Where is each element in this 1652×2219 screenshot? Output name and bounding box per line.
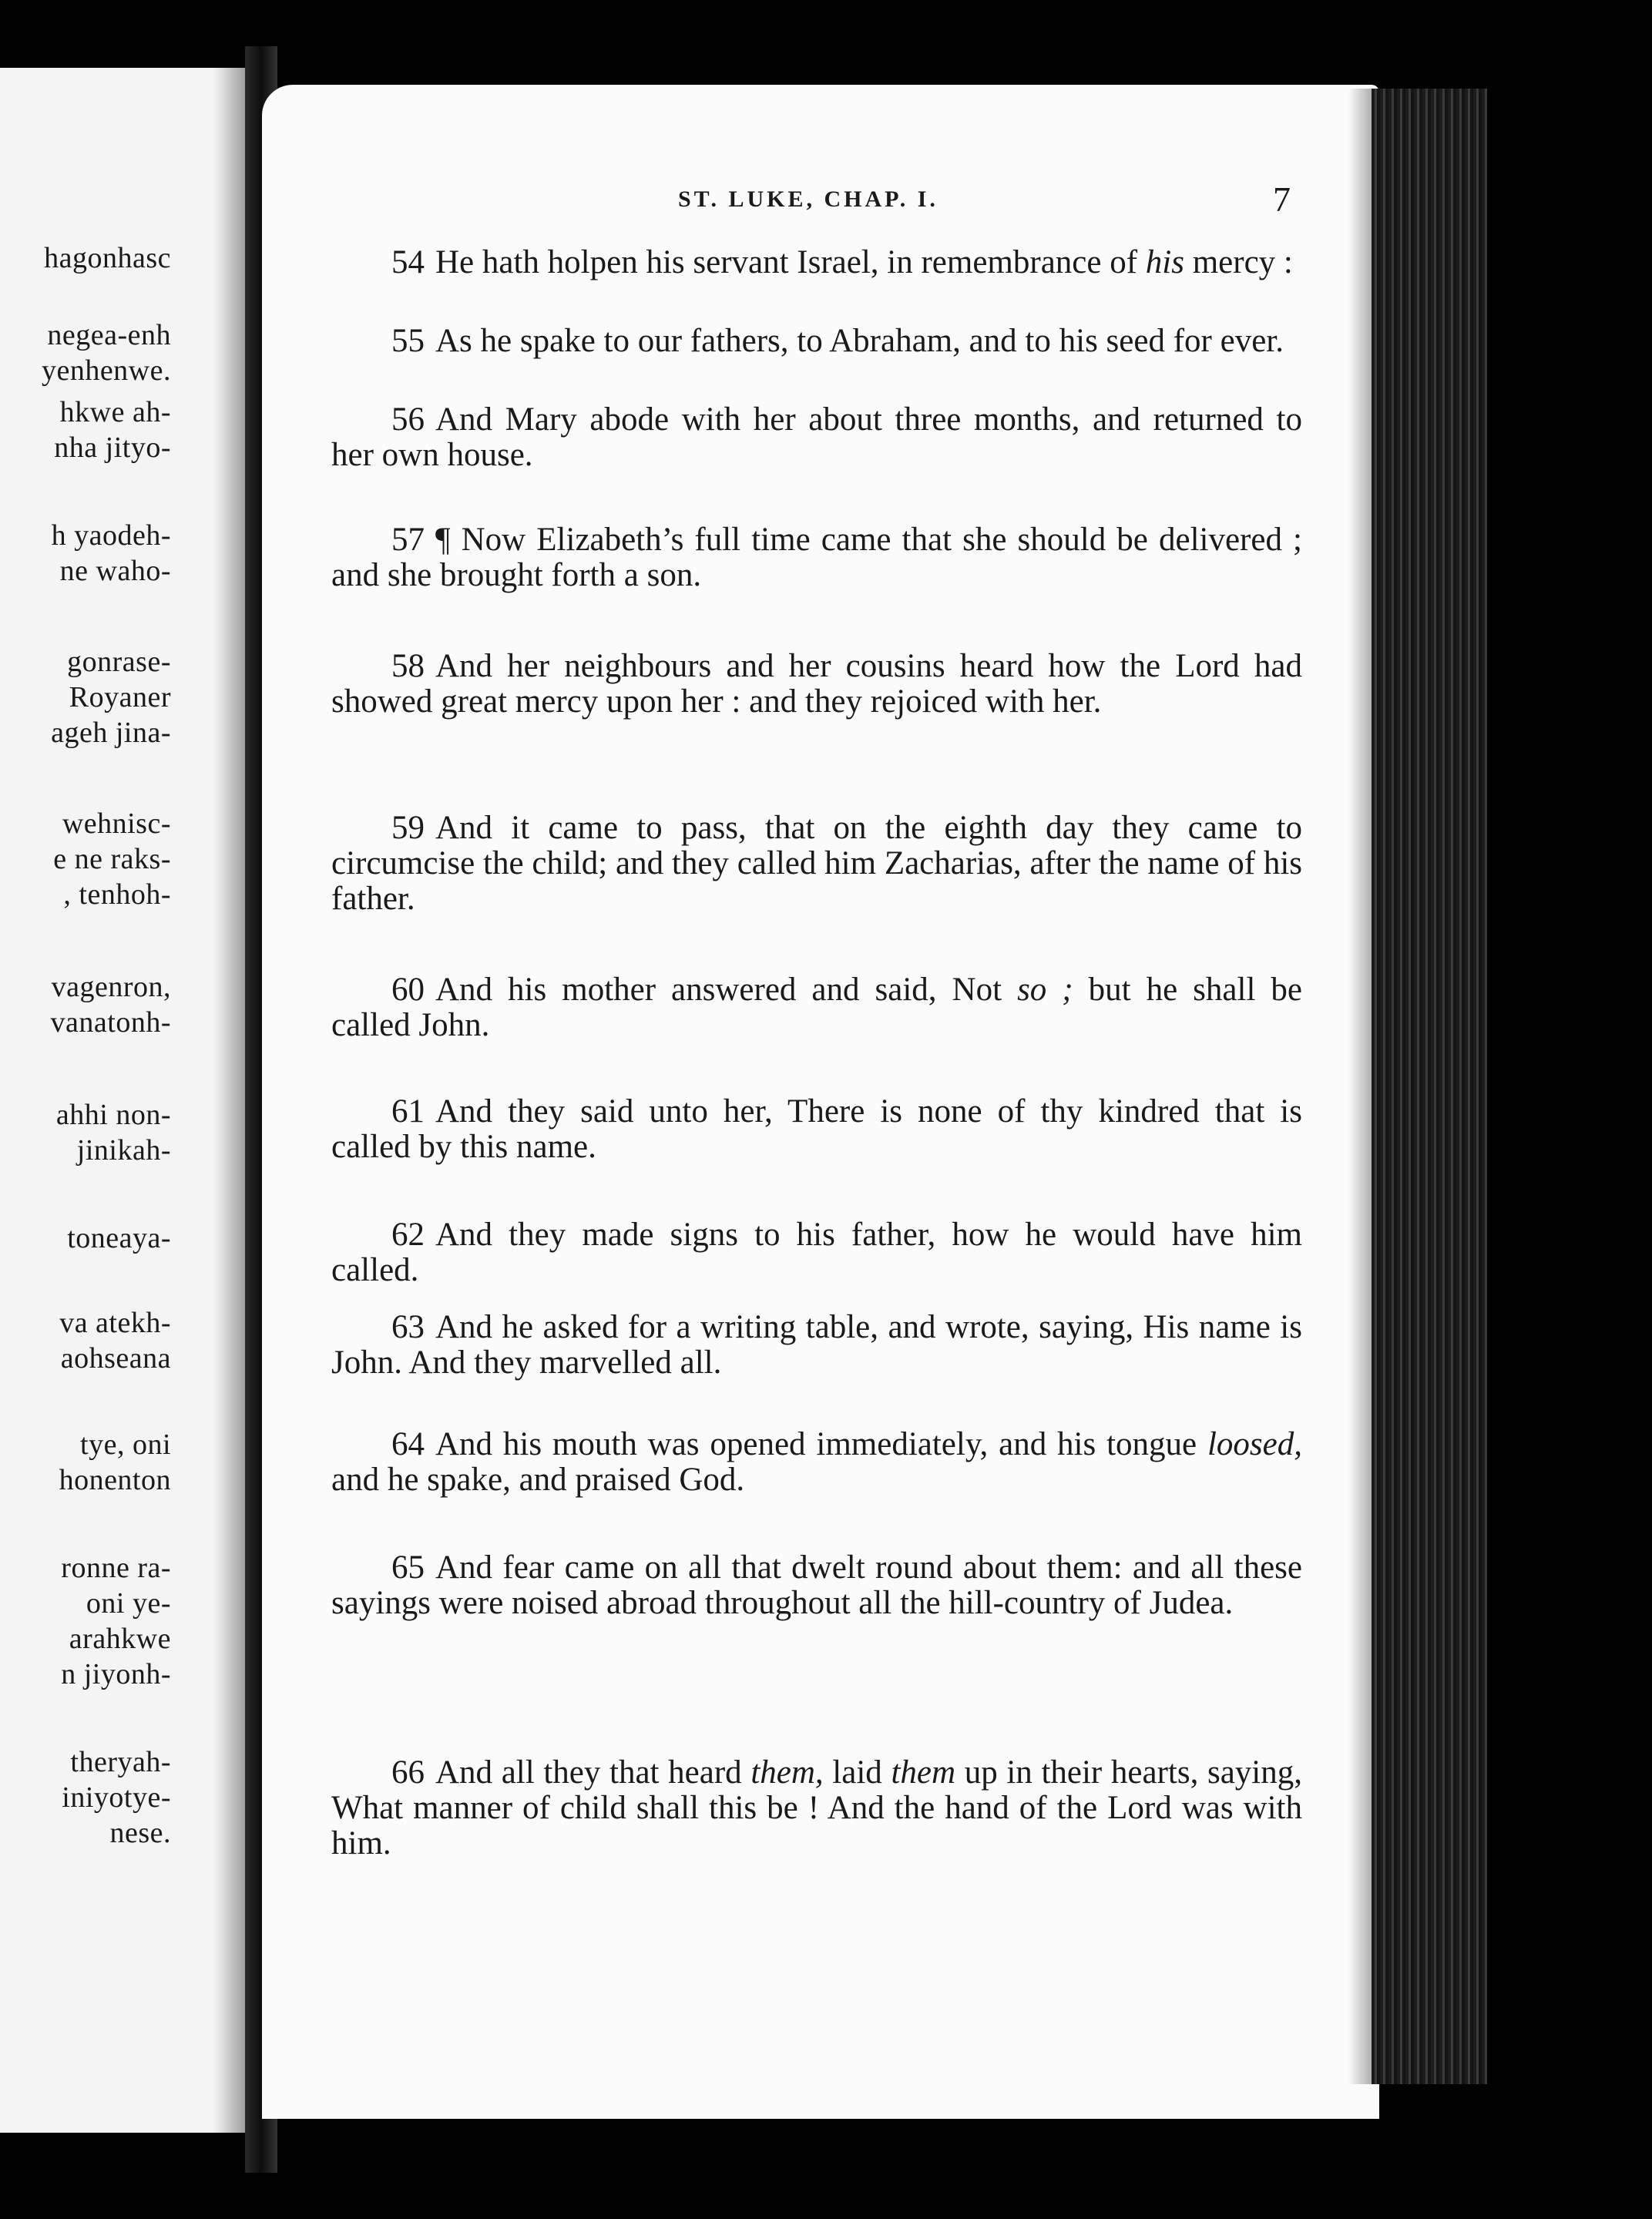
verse-text: And her neighbours and her cousins heard how the Lord had showed great mercy upon her : and they rejoiced with her. [331, 648, 1302, 720]
left-page-line: iniyotye- [62, 1781, 171, 1814]
verse-text: He hath holpen his servant Israel, in remembrance of [435, 244, 1146, 280]
left-page-line: oni ye- [86, 1587, 171, 1620]
left-page-line: negea-enh [47, 319, 171, 351]
verse-63 [331, 1310, 1302, 1381]
verse-text: up in their hearts, saying, What manner of child shall this be ! And the hand of the Lord was with him. [331, 1754, 1302, 1861]
verse-text: and he spake, and praised God. [331, 1462, 745, 1498]
verse-number: 62 [391, 1217, 425, 1253]
left-page-line: theryah- [70, 1746, 171, 1778]
verse-58 [331, 649, 1302, 720]
left-page-line: honenton [59, 1464, 171, 1496]
page-number: 7 [1273, 180, 1291, 219]
verse-text: And his mouth was opened immediately, and his tongue [435, 1426, 1207, 1462]
left-page-line: hagonhasc [44, 242, 171, 274]
left-page-line: , tenhoh- [63, 878, 171, 911]
verse-italic-text: loosed, [1207, 1426, 1302, 1462]
left-page-line: tye, oni [80, 1428, 171, 1461]
verse-number: 61 [391, 1093, 425, 1130]
verse-italic-text: them, [750, 1754, 824, 1791]
left-page-line: vagenron, [51, 971, 171, 1003]
left-page-line: Royaner [69, 681, 171, 713]
verse-62 [331, 1217, 1302, 1288]
running-header: ST. LUKE, CHAP. I. [678, 186, 938, 212]
left-page-line: arahkwe [69, 1623, 171, 1655]
verse-text: And he asked for a writing table, and wrote, saying, His name is John. And they marvelled all. [331, 1309, 1302, 1381]
verse-54 [331, 245, 1302, 280]
verse-number: 54 [391, 244, 425, 280]
left-page-line: ahhi non- [55, 1099, 171, 1131]
verse-55 [331, 324, 1302, 359]
verse-italic-text: his [1145, 244, 1184, 280]
left-page-line: ronne ra- [61, 1552, 171, 1584]
verse-text: mercy : [1184, 244, 1293, 280]
verse-text: And fear came on all that dwelt round about them: and all these sayings were noised abroad throughout all the hill-country of Judea. [331, 1549, 1302, 1621]
verse-56 [331, 402, 1302, 473]
gutter-shadow [214, 68, 245, 2133]
left-page-line: yenhenwe. [41, 354, 171, 387]
left-page-line: aohseana [60, 1342, 171, 1375]
verse-57 [331, 522, 1302, 593]
verse-number: 55 [391, 323, 425, 359]
verse-number: 57 [391, 522, 425, 558]
verse-text: And they made signs to his father, how he would have him called. [331, 1217, 1302, 1288]
verse-60 [331, 972, 1302, 1043]
verse-number: 56 [391, 401, 425, 438]
left-page-line: va atekh- [59, 1307, 171, 1339]
left-page-line: n jiyonh- [61, 1658, 171, 1690]
verse-number: 64 [391, 1426, 425, 1462]
left-page-line: e ne raks- [53, 843, 171, 875]
verse-text: As he spake to our fathers, to Abraham, and to his seed for ever. [435, 323, 1284, 359]
left-page-line: nese. [109, 1817, 171, 1849]
left-page-line: toneaya- [67, 1222, 171, 1254]
verse-number: 58 [391, 648, 425, 684]
verse-text: And all they that heard [435, 1754, 751, 1791]
verse-text: but he shall be called John. [331, 972, 1302, 1043]
verse-number: 63 [391, 1309, 425, 1345]
verse-number: 66 [391, 1754, 425, 1791]
verse-text: And his mother answered and said, Not [435, 972, 1018, 1008]
left-page-line: wehnisc- [62, 807, 171, 840]
left-page-line: ne waho- [59, 555, 171, 587]
left-page-line: h yaodeh- [51, 519, 171, 552]
left-page-line: ageh jina- [51, 717, 171, 749]
verse-64 [331, 1427, 1302, 1498]
verse-number: 60 [391, 972, 425, 1008]
left-page-line: gonrase- [67, 646, 171, 678]
left-page-line: hkwe ah- [59, 396, 171, 428]
verse-italic-text: so ; [1017, 972, 1073, 1008]
verse-italic-text: them [891, 1754, 956, 1791]
verse-text: And it came to pass, that on the eighth day they came to circumcise the child; and they called him Zacharias, after the name of his father. [331, 810, 1302, 917]
verse-66 [331, 1755, 1302, 1861]
verse-text: And Mary abode with her about three months, and returned to her own house. [331, 401, 1302, 473]
verse-65 [331, 1550, 1302, 1621]
left-page-line: nha jityo- [54, 431, 171, 464]
verse-text: And they said unto her, There is none of thy kindred that is called by this name. [331, 1093, 1302, 1165]
left-page-line: vanatonh- [50, 1006, 171, 1039]
verse-59 [331, 811, 1302, 917]
verse-text: ¶ Now Elizabeth’s full time came that she should be delivered ; and she brought forth a son. [331, 522, 1302, 593]
verse-61 [331, 1094, 1302, 1165]
verse-number: 65 [391, 1549, 425, 1586]
book-page-edges [1372, 89, 1487, 2084]
left-page-line: jinikah- [76, 1134, 171, 1167]
verse-text: laid [823, 1754, 891, 1791]
verse-number: 59 [391, 810, 425, 846]
